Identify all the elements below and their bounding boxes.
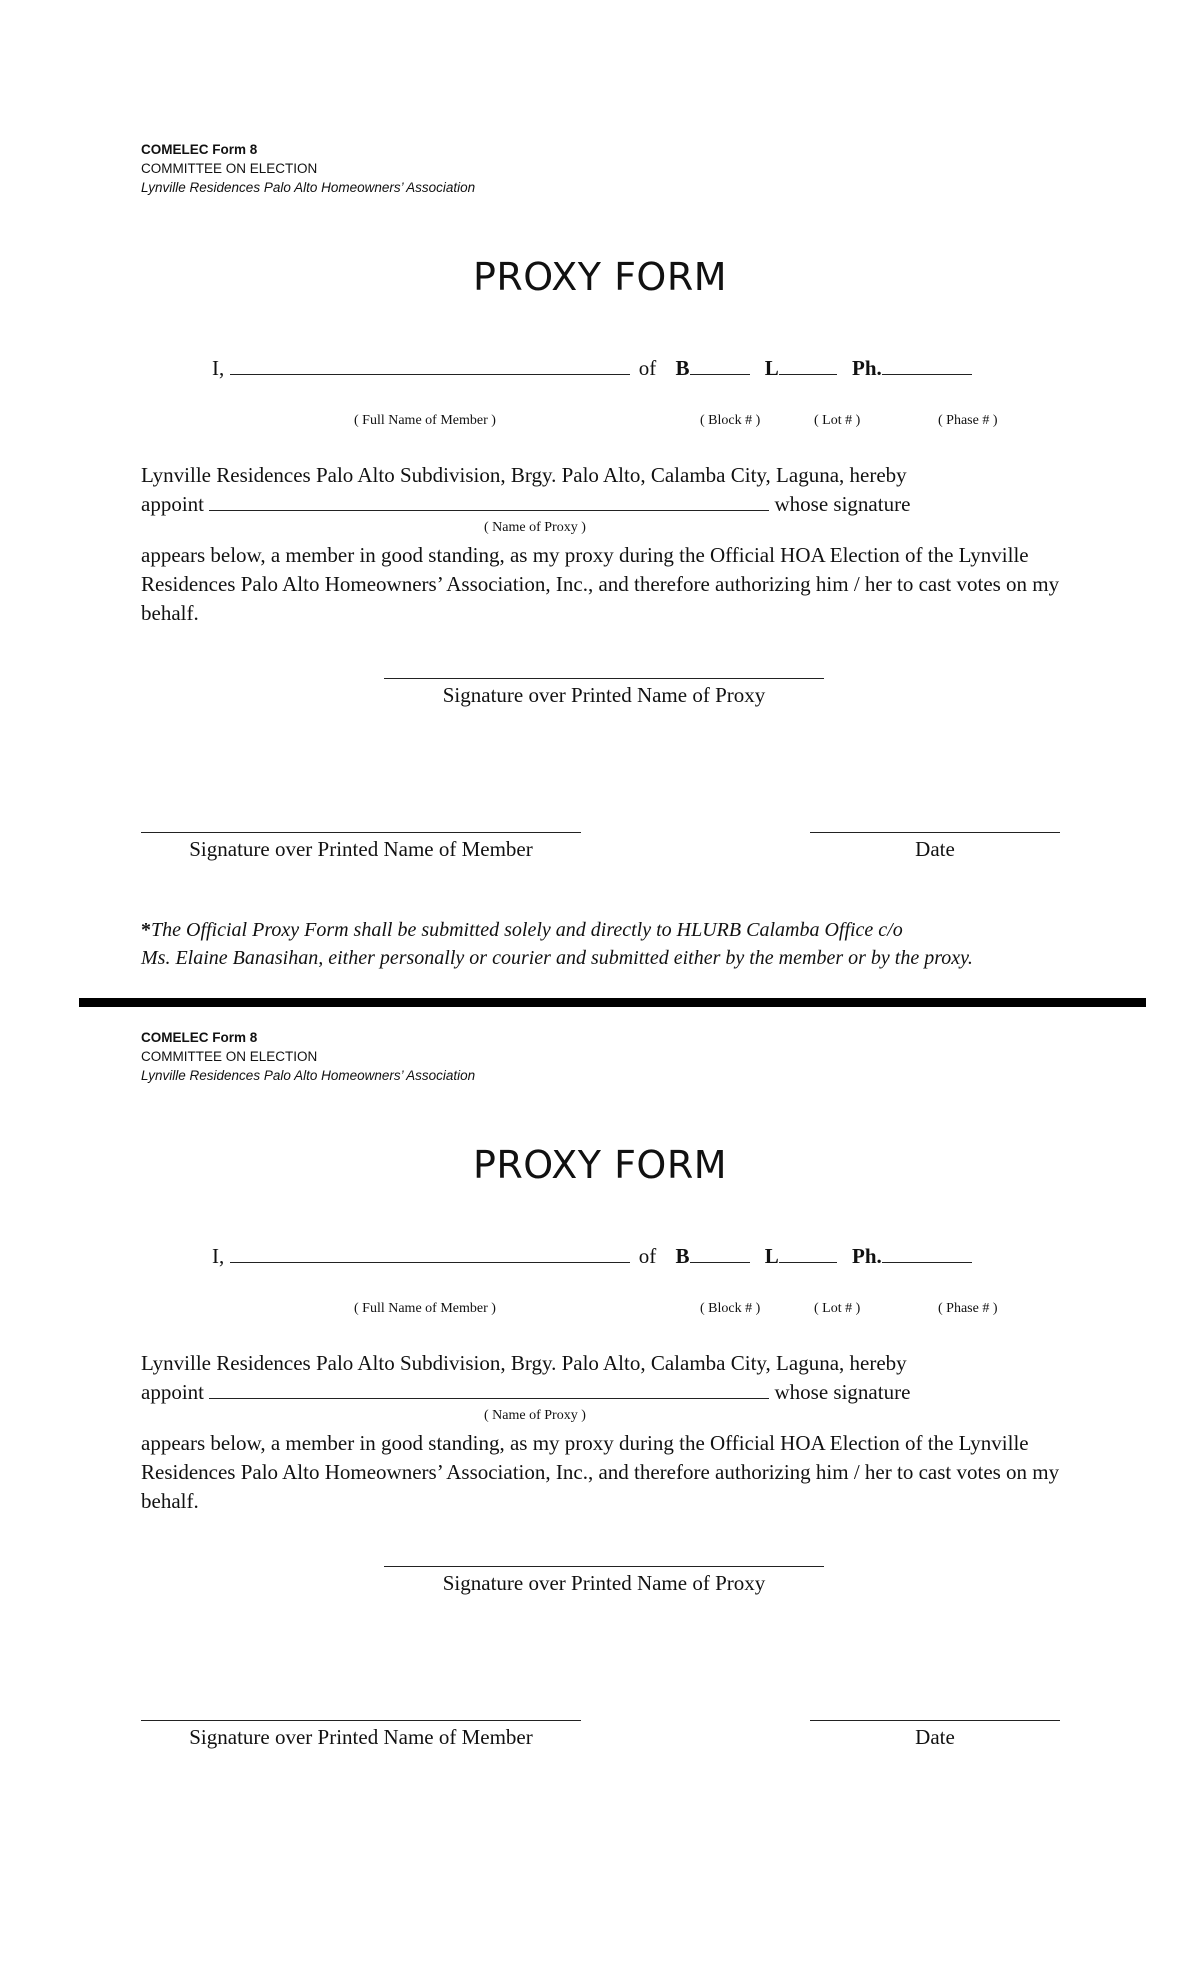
whose-signature-label: whose signature bbox=[774, 1380, 911, 1404]
date-line[interactable] bbox=[810, 832, 1060, 833]
member-signature-label: Signature over Printed Name of Member bbox=[189, 837, 533, 861]
block-label: B bbox=[675, 1244, 690, 1268]
proxy-name-caption: ( Name of Proxy ) bbox=[484, 1408, 586, 1423]
member-signature-line[interactable] bbox=[141, 832, 581, 833]
date-label: Date bbox=[915, 1725, 955, 1749]
phase-field[interactable] bbox=[882, 1244, 972, 1263]
form-header bbox=[141, 1028, 475, 1085]
proxy-name-field[interactable] bbox=[209, 492, 769, 511]
appoint-line bbox=[141, 490, 1081, 519]
phase-caption: ( Phase # ) bbox=[938, 1301, 998, 1316]
block-field[interactable] bbox=[690, 356, 750, 375]
appointment-paragraph bbox=[141, 1349, 1081, 1407]
appoint-label: appoint bbox=[141, 1380, 204, 1404]
lot-field[interactable] bbox=[779, 1244, 837, 1263]
paragraph-line: Lynville Residences Palo Alto Subdivision, Brgy. Palo Alto, Calamba City, Laguna, hereby bbox=[141, 463, 907, 487]
date-line[interactable] bbox=[810, 1720, 1060, 1721]
phase-caption: ( Phase # ) bbox=[938, 413, 998, 428]
proxy-name-caption: ( Name of Proxy ) bbox=[484, 520, 586, 535]
date-label: Date bbox=[915, 837, 955, 861]
block-label: B bbox=[675, 356, 690, 380]
lot-label: L bbox=[764, 1244, 779, 1268]
lot-field[interactable] bbox=[779, 356, 837, 375]
full-name-caption: ( Full Name of Member ) bbox=[354, 1301, 496, 1316]
form-divider bbox=[79, 998, 1146, 1007]
authorization-paragraph: appears below, a member in good standing, as my proxy during the Official HOA Election of the Lynville Residences Palo Alto Homeowners’ Association, Inc., and therefore authorizing him / her to cast votes on my behalf. bbox=[141, 543, 1060, 625]
page-title: PROXY FORM bbox=[472, 255, 728, 299]
proxy-signature-line[interactable] bbox=[384, 678, 824, 679]
member-line bbox=[212, 1244, 972, 1269]
note-asterisk: * bbox=[141, 919, 151, 941]
association-name: Lynville Residences Palo Alto Homeowners’ Association bbox=[141, 1068, 476, 1083]
of-label: of bbox=[638, 356, 657, 380]
association-name: Lynville Residences Palo Alto Homeowners’ Association bbox=[141, 180, 476, 195]
of-label: of bbox=[638, 1244, 657, 1268]
form-header bbox=[141, 140, 475, 197]
member-prefix: I, bbox=[212, 1244, 225, 1268]
appointment-paragraph bbox=[141, 461, 1081, 519]
block-caption: ( Block # ) bbox=[700, 1301, 761, 1316]
authorization-paragraph: appears below, a member in good standing, as my proxy during the Official HOA Election of the Lynville Residences Palo Alto Homeowners’ Association, Inc., and therefore authorizing him / her to cast votes on my behalf. bbox=[141, 1431, 1060, 1513]
member-signature-line[interactable] bbox=[141, 1720, 581, 1721]
committee-name: COMMITTEE ON ELECTION bbox=[141, 161, 318, 176]
proxy-name-field[interactable] bbox=[209, 1380, 769, 1399]
appoint-line bbox=[141, 1378, 1081, 1407]
whose-signature-label: whose signature bbox=[774, 492, 911, 516]
form-number: COMELEC Form 8 bbox=[141, 1030, 258, 1045]
paragraph-line: Lynville Residences Palo Alto Subdivision, Brgy. Palo Alto, Calamba City, Laguna, hereby bbox=[141, 1351, 907, 1375]
member-signature-label: Signature over Printed Name of Member bbox=[189, 1725, 533, 1749]
full-name-caption: ( Full Name of Member ) bbox=[354, 413, 496, 428]
proxy-signature-line[interactable] bbox=[384, 1566, 824, 1567]
lot-caption: ( Lot # ) bbox=[814, 1301, 861, 1316]
lot-caption: ( Lot # ) bbox=[814, 413, 861, 428]
block-field[interactable] bbox=[690, 1244, 750, 1263]
phase-label: Ph. bbox=[852, 356, 882, 380]
proxy-signature-label: Signature over Printed Name of Proxy bbox=[442, 1571, 766, 1595]
form-number: COMELEC Form 8 bbox=[141, 142, 258, 157]
committee-name: COMMITTEE ON ELECTION bbox=[141, 1049, 318, 1064]
full-name-field[interactable] bbox=[230, 1244, 630, 1263]
phase-label: Ph. bbox=[852, 1244, 882, 1268]
appoint-label: appoint bbox=[141, 492, 204, 516]
full-name-field[interactable] bbox=[230, 356, 630, 375]
submission-note bbox=[141, 916, 1101, 972]
note-text-line1: The Official Proxy Form shall be submitted solely and directly to HLURB Calamba Office c/o bbox=[151, 919, 903, 941]
member-line bbox=[212, 356, 972, 381]
member-prefix: I, bbox=[212, 356, 225, 380]
block-caption: ( Block # ) bbox=[700, 413, 761, 428]
proxy-signature-label: Signature over Printed Name of Proxy bbox=[442, 683, 766, 707]
phase-field[interactable] bbox=[882, 356, 972, 375]
note-text-line2: Ms. Elaine Banasihan, either personally or courier and submitted either by the member or by the proxy. bbox=[141, 947, 973, 969]
page-title: PROXY FORM bbox=[472, 1143, 728, 1187]
lot-label: L bbox=[764, 356, 779, 380]
